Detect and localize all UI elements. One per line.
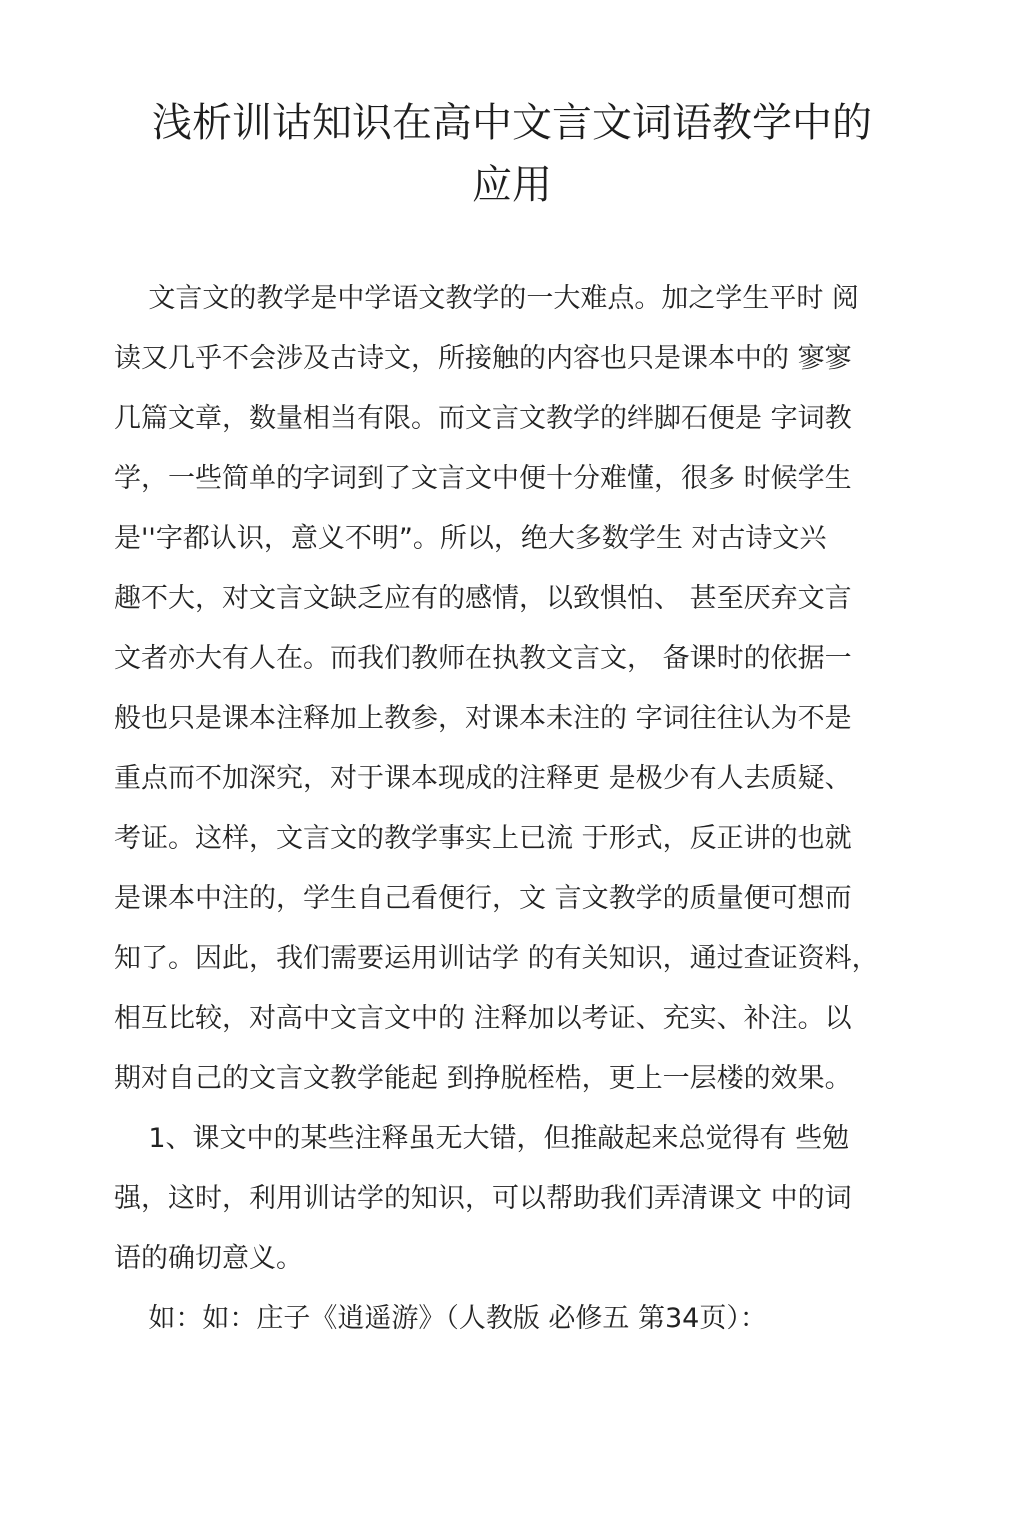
body-line-10: 考证。这样，文言文的教学事实上已流 于形式，反正讲的也就 — [114, 823, 852, 854]
body-line-4: 学，一些简单的字词到了文言文中便十分难懂，很多 时候学生 — [114, 463, 852, 494]
body-line-14: 期对自己的文言文教学能起 到挣脱桎梏，更上一层楼的效果。 — [114, 1063, 852, 1094]
body-line-17: 语的确切意义。 — [114, 1243, 303, 1274]
body-line-12: 知了。因此，我们需要运用训诂学 的有关知识，通过查证资料， — [114, 943, 879, 974]
body-line-9: 重点而不加深究，对于课本现成的注释更 是极少有人去质疑、 — [114, 763, 852, 794]
title-line-2: 应用 — [472, 162, 552, 208]
body-line-18: 如：如：庄子《逍遥游》（人教版 必修五 第34页）： — [114, 1303, 767, 1334]
body-line-3: 几篇文章，数量相当有限。而文言文教学的绊脚石便是 字词教 — [114, 403, 852, 434]
body-line-5: 是''字都认识，意义不明”。所以，绝大多数学生 对古诗文兴 — [114, 523, 827, 554]
body-line-7: 文者亦大有人在。而我们教师在执教文言文， 备课时的依据一 — [114, 643, 852, 674]
body-line-2: 读又几乎不会涉及古诗文，所接触的内容也只是课本中的 寥寥 — [114, 343, 852, 374]
body-line-11: 是课本中注的，学生自己看便行，文 言文教学的质量便可想而 — [114, 883, 852, 914]
body-line-8: 般也只是课本注释加上教参，对课本未注的 字词往往认为不是 — [114, 703, 852, 734]
body-line-16: 强，这时，利用训诂学的知识，可以帮助我们弄清课文 中的词 — [114, 1183, 852, 1214]
title-line-1: 浅析训诂知识在高中文言文词语教学中的 — [152, 100, 872, 146]
body-line-13: 相互比较，对高中文言文中的 注释加以考证、充实、补注。以 — [114, 1003, 852, 1034]
body-line-15: 1、课文中的某些注释虽无大错，但推敲起来总觉得有 些勉 — [114, 1123, 850, 1154]
body-line-6: 趣不大，对文言文缺乏应有的感情，以致惧怕、 甚至厌弃文言 — [114, 583, 852, 614]
body-line-1: 文言文的教学是中学语文教学的一大难点。加之学生平时 阅 — [114, 283, 859, 314]
